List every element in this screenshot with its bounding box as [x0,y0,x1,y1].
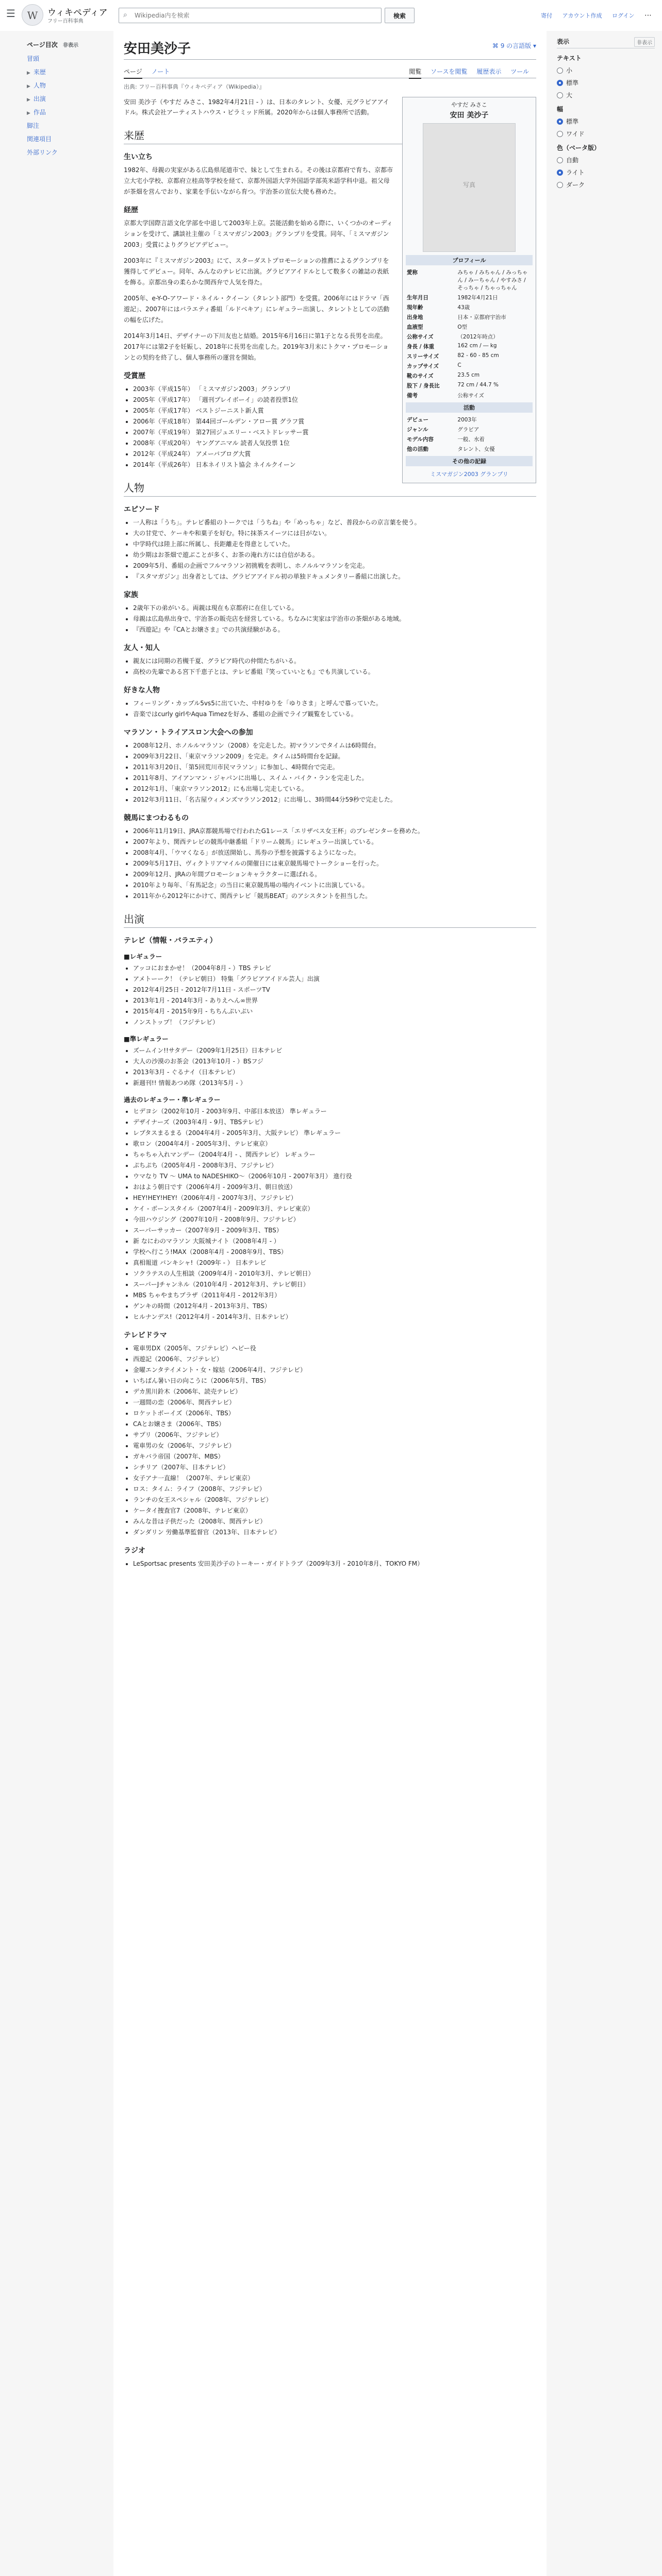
regular-list [124,963,536,1028]
language-button[interactable]: ⌘ 9 の言語版 ▾ [492,42,536,49]
tab-read[interactable]: 閲覧 [409,68,421,79]
list-item: • CAとお嬢さま（2006年、TBS） [133,1419,536,1430]
list-item: • ぷちぷち（2005年4月 - 2008年3月、フジテレビ） [133,1160,536,1171]
list-item: • 今田ハウジング（2007年10月 - 2008年9月、フジテレビ） [133,1214,536,1225]
episodes-list [124,517,536,582]
chevron-right-icon[interactable]: ▶ [27,71,30,76]
list-item: • ケイ - ボーンスタイル（2007年4月 - 2009年3月、テレビ東京） [133,1204,536,1214]
tab-talk[interactable]: ノート [151,68,170,75]
infobox-section: 活動 [406,402,533,413]
create-account-link[interactable]: アカウント作成 [562,12,602,19]
section-heading: 人物 [124,480,536,497]
infobox-value: 一般、水着 [457,436,485,443]
infobox-key: 血液型 [407,324,423,330]
top-header [0,0,662,31]
infobox-row [406,342,533,351]
list-item: • 2011年8月、アイアンマン・ジャパンに出場し、スイム・バイク・ランを完走した。 [133,773,536,784]
list-item: • レプタスまるまる（2004年4月 - 2005年3月、大阪テレビ） 準レギュラー [133,1128,536,1139]
subsection-heading: ラジオ [124,1546,145,1555]
infobox-row [406,293,533,302]
infobox-row [406,415,533,425]
list-item: • MBS ちゃやまちプラザ（2011年4月 - 2012年3月） [133,1290,536,1301]
donate-link[interactable]: 寄付 [541,12,553,19]
wikipedia-logo[interactable]: W [22,4,43,26]
search-input[interactable] [134,10,329,21]
infobox-value: 日本・京都府宇治市 [457,314,506,320]
past-regular-list [124,1106,536,1323]
tab-page[interactable]: ページ [124,68,142,79]
subsection-heading: 家族 [124,590,138,599]
infobox-row [406,351,533,361]
other-list [124,826,536,902]
text-size-group [557,54,655,99]
appearance-title: 表示 非表示 [557,37,655,48]
search-box[interactable] [119,8,382,23]
subsection-heading: 競馬にまつわるもの [124,814,189,822]
paragraph: 1982年、母親の実家がある広島県尾道市で、妹として生まれる。その後は京都府で育ち、京都市立大宅小学校、京都府立桂高等学校を経て、京都外国語大学外国語学部英米語学科中退。祖父母が茶畑を営んでおり、家業を手伝いながら育つ。宇治茶の宣伝大使も務めた。 [124,166,393,195]
list-item: • 2012年3月11日、「名古屋ウィメンズマラソン2012」に出場し、3時間44分59秒で完走した。 [133,794,536,805]
menu-icon[interactable]: ☰ [6,7,15,20]
list-item: • 大の甘党で、ケーキや和菓子を好む。特に抹茶スイーツには目がない。 [133,528,536,539]
infobox-key: 公称サイズ [407,334,434,340]
infobox-row [406,434,533,444]
infobox-reading: やすだ みさこ [451,101,487,108]
list-item: • ちゃちゃ入れマンデー（2004年4月 - 、関西テレビ） レギュラー [133,1149,536,1160]
subsection-heading: 生い立ち [124,152,153,161]
list-item: • 2009年3月22日、「東京マラソン2009」を完走。タイムは5時間台を記録。 [133,751,536,762]
list-item: • ダンダリン 労働基準監督官（2013年、日本テレビ） [133,1527,536,1538]
list-item: • 一人称は「うち」。テレビ番組のトークでは「うちね」や「めっちゃ」など、普段からの京言葉を使う。 [133,517,536,528]
paragraph: 2003年に『ミスマガジン2003』にて、スターダストプロモーションの推薦によるグランプリを獲得してデビュー。同年、みんなのテレビに出演。グラビアアイドルとして数多くの雑誌の表紙を飾る。京都出身の柔らかな関西弁で人気を得た。 [124,257,389,286]
infobox-key: スリーサイズ [407,353,439,360]
list-item: • ロケットボーイズ（2006年、TBS） [133,1408,536,1419]
list-item: • 真相報道 バンキシャ!（2009年 - ） 日本テレビ [133,1258,536,1268]
toc-item[interactable]: ▶ 人物 [27,82,46,89]
infobox-row [406,302,533,312]
group-heading: ■レギュラー [124,952,162,960]
color-option[interactable]: ライト [557,168,655,177]
likes-list [124,698,536,720]
page-tabs [124,64,536,78]
infobox-section: その他の記録 [406,456,533,466]
article [113,31,547,2576]
paragraph: 2005年、e-Y-O-アワード・ネイル・クイーン（タレント部門）を受賞。2006年にはドラマ「西遊記」、2007年にはバラエティ番組「ルドベキア」にレギュラー出演し、タレントとしての活動の幅を広げた。 [124,294,390,324]
infobox-key: 現年齢 [407,304,423,311]
toc-item[interactable]: 関連項目 [27,135,52,143]
section-heading: 来歴 [124,127,536,144]
list-item: • 2007年（平成19年） 第27回ジュエリー・ベストドレッサー賞 [133,427,536,438]
list-item: • ランチの女王スペシャル（2008年、フジテレビ） [133,1495,536,1505]
list-item: • 『西遊記』や『CAとお嬢さま』での共演経験がある。 [133,624,536,635]
list-item: • 一週間の恋（2006年、関西テレビ） [133,1397,536,1408]
subsection-heading: テレビドラマ [124,1331,167,1340]
text-size-option[interactable]: 標準 [557,78,655,87]
chevron-right-icon[interactable]: ▶ [27,111,30,116]
list-item: • 2011年3月20日、「第5回荒川市民マラソン」に参加し、4時間台で完走。 [133,762,536,773]
list-item: • サプリ（2006年、フジテレビ） [133,1430,536,1440]
tab-history[interactable]: 履歴表示 [476,68,502,75]
infobox-row [406,312,533,322]
list-item: • 2014年（平成26年） 日本ネイリスト協会 ネイルクイーン [133,460,536,470]
more-options-icon[interactable]: ⋯ [644,11,652,20]
search-button[interactable]: 検索 [385,8,415,23]
list-item: • 2006年（平成18年） 第44回ゴールデン・アロー賞 グラフ賞 [133,416,536,427]
infobox [402,97,536,483]
list-item: • 大人の沙漠のお茶会（2013年10月 - ）BSフジ [133,1056,536,1067]
appearance-panel [557,31,655,194]
infobox-value: 82 - 60 - 85 cm [457,352,499,359]
list-item: • 電車男の女（2006年、フジテレビ） [133,1440,536,1451]
subsection-heading: 好きな人物 [124,686,160,694]
color-group [557,143,655,189]
infobox-value: みちゃ / みちゃん / みっちゃん / みーちゃん / やすみさ / そっちゃ / ちゃっちゃん [457,269,528,291]
list-item: • スーパーJチャンネル（2010年4月 - 2012年3月、テレビ朝日） [133,1279,536,1290]
width-group [557,105,655,138]
text-size-option[interactable]: 小 [557,66,655,75]
infobox-value: （2012年時点） [457,334,499,340]
infobox-row [406,361,533,371]
list-item: • アメトーーク！（テレビ朝日） 特集「グラビアアイドル芸人」出演 [133,974,536,985]
infobox-key: 他の活動 [407,446,428,452]
list-item: • シチリア（2007年、日本テレビ） [133,1462,536,1473]
list-item: • 2009年5月、番組の企画でフルマラソン初挑戦を表明し、ホノルルマラソンを完走。 [133,561,536,571]
list-item: • 高校の先輩である宮下千恵子とは、テレビ番組『笑っていいとも』でも共演している。 [133,667,536,677]
list-item: • 母親は広島県出身で、宇治茶の販売店を経営している。ちなみに実家は宇治市の茶畑がある地域。 [133,614,536,624]
infobox-record[interactable]: ミスマガジン2003 グランプリ [430,471,508,478]
color-option[interactable]: 自動 [557,156,655,164]
drama-list [124,1343,536,1538]
infobox-row [406,391,533,400]
toc-item[interactable]: ▶ 来歴 [27,69,46,76]
quasi-list [124,1045,536,1089]
list-item: • 2012年4月25日 - 2012年7月11日 - スポーツTV [133,985,536,995]
infobox-key: モデル内容 [407,436,434,443]
toc-item[interactable]: 脚注 [27,122,40,129]
infobox-value: 72 cm / 44.7 % [457,382,499,388]
infobox-key: デビュー [407,417,428,423]
chevron-right-icon[interactable]: ▶ [27,84,30,89]
list-item: • ヒルナンデス!（2012年4月 - 2014年3月、日本テレビ） [133,1312,536,1323]
infobox-row [406,381,533,391]
toc-item[interactable]: 外部リンク [27,149,58,156]
infobox-row [406,267,533,293]
list-item: • 西遊記（2006年、フジテレビ） [133,1354,536,1365]
list-item: • ヒデヨシ（2002年10月 - 2003年9月、中部日本放送） 準レギュラー [133,1106,536,1117]
list-item: • 女子アナ一直線！（2007年、テレビ東京） [133,1473,536,1484]
list-item: • 2013年3月 - ぐるナイ（日本テレビ） [133,1067,536,1078]
tab-tools[interactable]: ツール [510,68,529,75]
lead-paragraph: 安田 美沙子（やすだ みさこ、1982年4月21日 - ）は、日本のタレント、女優、元グラビアアイドル。株式会社アーティストハウス・ピラミッド所属。2020年からは個人事務所で活動。 [124,98,389,116]
list-item: • デカ黒川鈴木（2006年、読売テレビ） [133,1386,536,1397]
list-item: • 2007年より、関西テレビの競馬中継番組「ドリーム競馬」にレギュラー出演している。 [133,837,536,848]
list-item: • 2歳年下の弟がいる。両親は現在も京都府に在住している。 [133,603,536,614]
toc-item[interactable]: 冒頭 [27,55,40,62]
infobox-value: 公称サイズ [457,393,485,399]
infobox-key: 身長 / 体重 [407,344,435,350]
list-item: • 歌ロン（2004年4月 - 2005年3月、テレビ東京） [133,1139,536,1149]
color-label: 色（ベータ版） [557,144,601,151]
list-item: • フィーリング・カップル5vs5に出ていた、中村ゆりを「ゆりさま」と呼んで慕っていた。 [133,698,536,709]
radio-list [124,1558,536,1569]
infobox-key: 股下 / 身長比 [407,383,440,389]
list-item: • ゲンキの時間（2012年4月 - 2013年3月、TBS） [133,1301,536,1312]
infobox-value: 23.5 cm [457,372,480,378]
infobox-row [406,425,533,434]
infobox-section: プロフィール [406,255,533,265]
list-item: • 2013年1月 - 2014年3月 - ありえへん∞世界 [133,995,536,1006]
list-item: • 2008年12月、ホノルルマラソン（2008）を完走した。初マラソンでタイムは6時間台。 [133,740,536,751]
site-wordmark[interactable]: ウィキペディア [47,8,108,18]
subsection-heading: 受賞歴 [124,371,145,380]
list-item: • 2009年12月、JRAの年間プロモーションキャラクターに選ばれる。 [133,869,536,880]
toc-hide-button[interactable]: 非表示 [62,43,78,48]
infobox-value: C [457,362,461,368]
infobox-value: 2003年 [457,417,477,423]
paragraph: 2014年3月14日、デザイナーの下川友也と結婚。2015年6月16日に第1子となる長男を出産。2017年には第2子を妊娠し、2018年に長男を出産した。2019年3月末にトクマ・プロモーションとの契約を終了し、個人事務所の運営を開始。 [124,332,389,361]
infobox-row [406,444,533,454]
section-heading: 出演 [124,911,536,928]
list-item: • 幼少期はお茶畑で遊ぶことが多く、お茶の淹れ方には自信がある。 [133,550,536,561]
text-size-option[interactable]: 大 [557,91,655,99]
list-item: • 『スタマガジン』出身者としては、グラビアアイドル初の単独ドキュメンタリー番組に出演した。 [133,571,536,582]
chevron-right-icon[interactable]: ▶ [27,97,30,103]
marathon-list [124,740,536,805]
infobox-activity-table [406,415,533,454]
list-item: • ソクラテスの人生相談（2009年4月 - 2010年3月、テレビ朝日） [133,1268,536,1279]
infobox-name: 安田 美沙子 [450,111,489,120]
infobox-key: 備考 [407,393,418,399]
toc-title: ページ目次 非表示 [27,41,78,48]
source-note: 出典: フリー百科事典『ウィキペディア（Wikipedia）』 [124,83,265,90]
infobox-key: 出身地 [407,314,423,320]
list-item: • 2012年1月、「東京マラソン2012」にも出場し完走している。 [133,784,536,794]
list-item: • いちばん暑い日の向こうに（2006年5月、TBS） [133,1376,536,1386]
group-heading: 過去のレギュラー・準レギュラー [124,1095,221,1104]
user-menu [533,11,652,20]
width-option[interactable]: ワイド [557,129,655,138]
infobox-row [406,371,533,381]
list-item: • 中学時代は陸上部に所属し、長距離走を得意としていた。 [133,539,536,550]
list-item: • アッコにおまかせ！（2004年8月 - ）TBS テレビ [133,963,536,974]
list-item: • 学校へ行こう!MAX（2008年4月 - 2008年9月、TBS） [133,1247,536,1258]
subsection-heading: マラソン・トライアスロン大会への参加 [124,728,253,737]
table-of-contents [0,31,98,161]
list-item: • おはよう朝日です（2006年4月 - 2009年3月、朝日放送） [133,1182,536,1193]
infobox-key: 靴のサイズ [407,373,434,379]
color-option[interactable]: ダーク [557,180,655,189]
list-item: • スーパーサッカー（2007年9月 - 2009年3月、TBS） [133,1225,536,1236]
list-item: • 2011年から2012年にかけて、関西テレビ「競馬BEAT」のアシスタントを担当した。 [133,891,536,902]
list-item: • ウマなり TV ～ UMA to NADESHIKO～（2006年10月 - 2007年3月） 進行役 [133,1171,536,1182]
width-label: 幅 [557,106,564,113]
search-icon: ⌕ [123,11,127,19]
list-item: • ズームイン!!サタデー（2009年1月25日）日本テレビ [133,1045,536,1056]
tab-view-source[interactable]: ソースを閲覧 [431,68,468,75]
list-item: • 2015年4月 - 2015年9月 - ちちんぷいぷい [133,1006,536,1017]
list-item: • ノンストップ！（フジテレビ） [133,1017,536,1028]
list-item: • HEY!HEY!HEY!（2006年4月 - 2007年3月、フジテレビ） [133,1193,536,1204]
toc-item[interactable]: ▶ 作品 [27,109,46,116]
subsection-heading: エピソード [124,505,160,514]
infobox-row [406,322,533,332]
list-item: • 電車男DX（2005年、フジテレビ）ヘビー役 [133,1343,536,1354]
infobox-value: 43歳 [457,304,470,311]
infobox-value: グラビア [457,427,479,433]
list-item: • 2012年（平成24年） アメーバブログ大賞 [133,449,536,460]
infobox-profile-table [406,267,533,400]
list-item: • デザイナーズ（2003年4月 - 9月、TBSテレビ） [133,1117,536,1128]
site-tagline: フリー百科事典 [47,19,84,24]
friends-list [124,656,536,677]
infobox-value: 162 cm / ― kg [457,343,497,349]
list-item: • 2008年4月、「ウマくなる」が放送開始し、馬券の予想を披露するようになった。 [133,848,536,858]
list-item: • 親友には同期の若槻千夏、グラビア時代の仲間たちがいる。 [133,656,536,667]
list-item: • 2005年（平成17年） ベストジーニスト新人賞 [133,405,536,416]
family-list [124,603,536,635]
list-item: • 2010年より毎年、「有馬記念」の当日に東京競馬場の場内イベントに出演している。 [133,880,536,891]
page-title: 安田美沙子 [124,38,536,60]
group-heading: ■準レギュラー [124,1035,169,1043]
list-item: • 2005年（平成17年） 「週刊プレイボーイ」の読者投票1位 [133,395,536,405]
portrait-image[interactable]: 写真 [423,123,516,252]
list-item: • 2003年（平成15年） 「ミスマガジン2003」グランプリ [133,384,536,395]
list-item: • みんな昔は子供だった（2008年、関西テレビ） [133,1516,536,1527]
list-item: • 新週刊!! 情報あつめ隊（2013年5月 - ） [133,1078,536,1089]
login-link[interactable]: ログイン [612,12,635,19]
infobox-key: 生年月日 [407,295,428,301]
list-item: • ロス：タイム：ライフ（2008年、フジテレビ） [133,1484,536,1495]
appearance-hide-button[interactable]: 非表示 [634,37,655,47]
infobox-value: タレント、女優 [457,446,495,452]
width-option[interactable]: 標準 [557,117,655,126]
infobox-value: O型 [457,324,468,330]
list-item: • 金曜エンタテイメント・女・嫁姑（2006年4月、フジテレビ） [133,1365,536,1376]
list-item: • LeSportsac presents 安田美沙子のトーキー・ガイドトラブ（2009年3月 - 2010年8月、TOKYO FM） [133,1558,536,1569]
list-item: • 2008年（平成20年） ヤングアニマル 読者人気投票 1位 [133,438,536,449]
list-item: • ケータイ捜査官7（2008年、テレビ東京） [133,1505,536,1516]
subsection-heading: 経歴 [124,206,138,214]
list-item: • 2006年11月19日、JRA京都競馬場で行われたG1レース「エリザベス女王杯」のプレゼンターを務めた。 [133,826,536,837]
list-item: • 音楽ではcurly girlやAqua Timezを好み、番組の企画でライブ観覧をしている。 [133,709,536,720]
list-item: • 2009年5月17日、ヴィクトリアマイルの開催日には東京競馬場でトークショーを行った。 [133,858,536,869]
paragraph: 京都大学国際言語文化学部を中退して2003年上京。芸能活動を始める際に、いくつかのオーディションを受けて、講談社主催の「ミスマガジン2003」グランプリを受賞。同年、「ミスマガジン2003」受賞によりグラビアデビュー。 [124,219,393,248]
text-size-label: テキスト [557,55,582,62]
list-item: • 新 なにわのマラソン 大阪城ナイト（2008年4月 - ） [133,1236,536,1247]
infobox-key: カップサイズ [407,363,439,369]
list-item: • ガキバラ帝国（2007年、MBS） [133,1451,536,1462]
infobox-row [406,332,533,342]
infobox-key: 愛称 [407,269,418,276]
infobox-key: ジャンル [407,427,428,433]
subsection-heading: 友人・知人 [124,643,160,652]
infobox-value: 1982年4月21日 [457,295,498,301]
subsection-heading: テレビ（情報・バラエティ） [124,936,217,945]
toc-item[interactable]: ▶ 出演 [27,95,46,103]
